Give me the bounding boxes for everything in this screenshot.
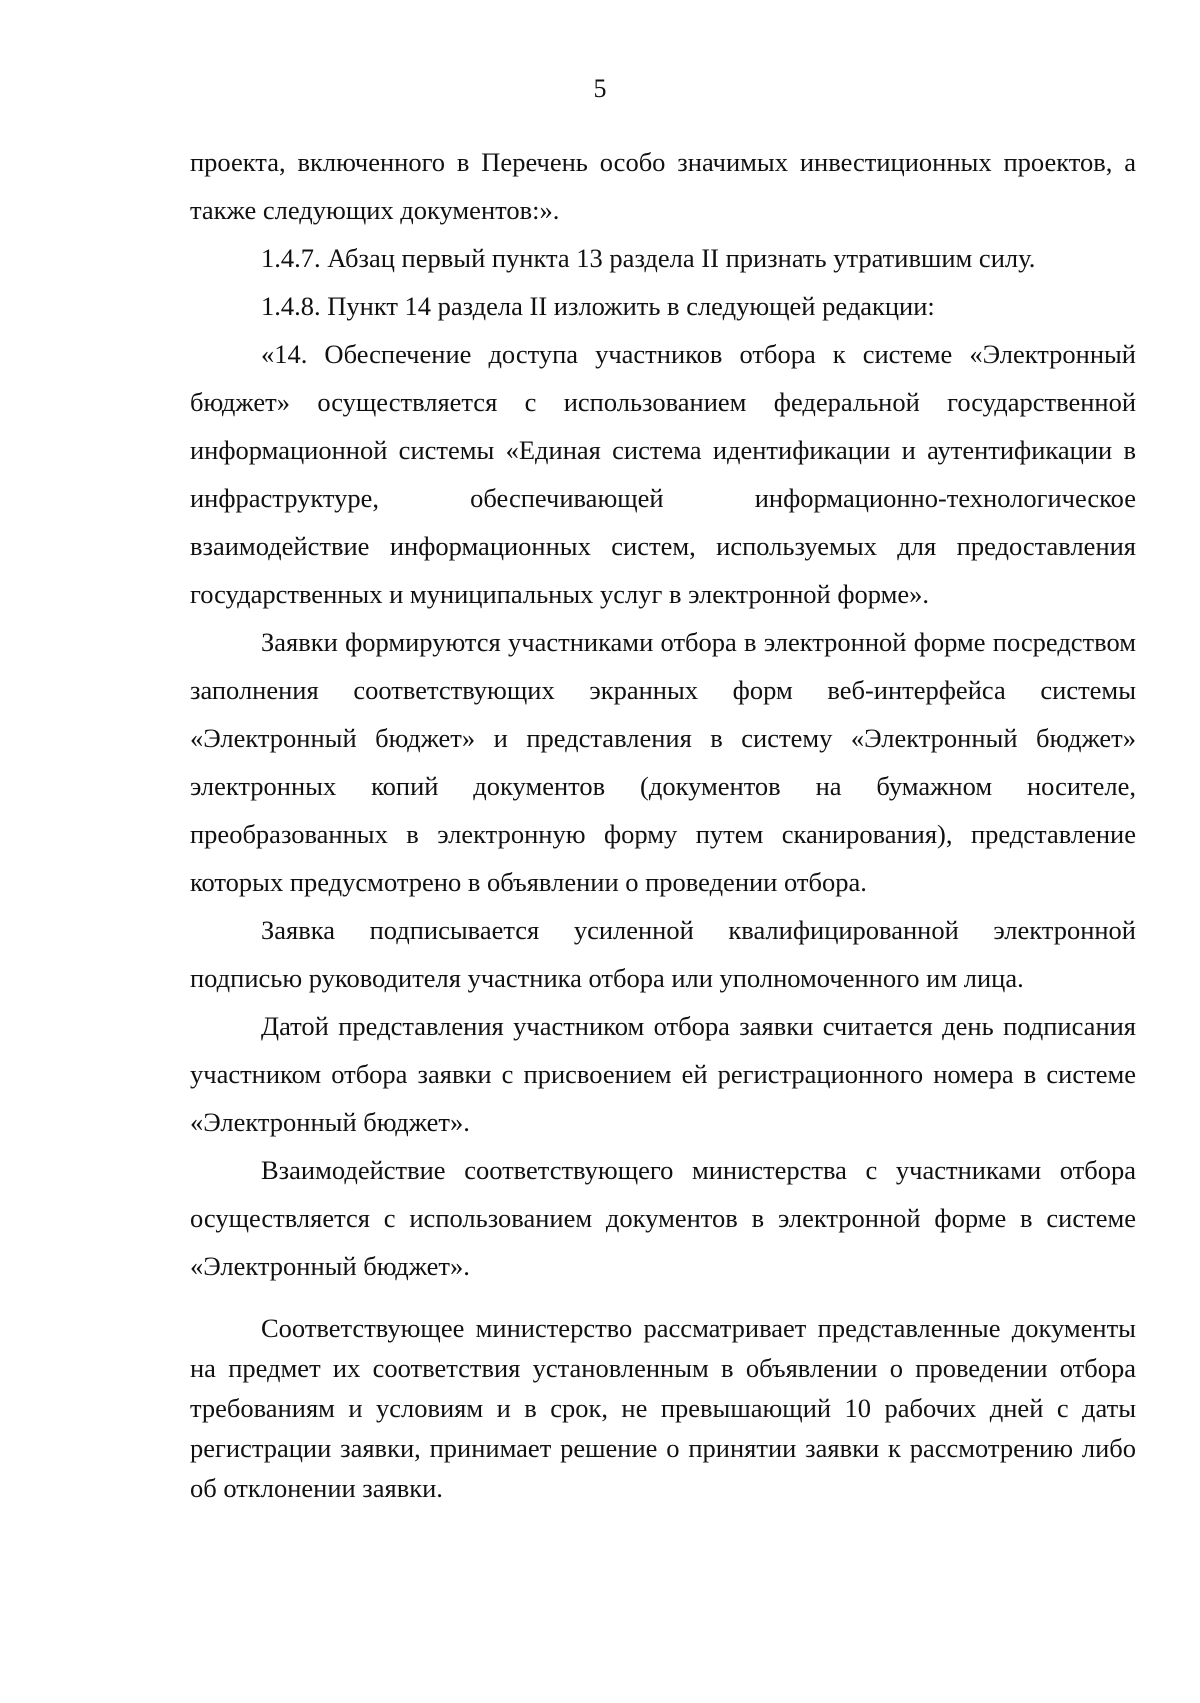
paragraph-5: Заявки формируются участниками отбора в электронной форме посредством заполнения соответствующих экранных форм веб-интерфейса системы «Электронный бюджет» и представления в систему «Электронный бюджет» электронных копий документов (документов на бумажном носителе, преобразованных в электронную форму путем сканирования), представление которых предусмотрено в объявлении о проведении отбора. (190, 627, 1136, 897)
document-text-lower (190, 1308, 1136, 1508)
paragraph-1: проекта, включенного в Перечень особо значимых инвестиционных проектов, а также следующих документов:». (190, 147, 1136, 225)
paragraph-3: 1.4.8. Пункт 14 раздела II изложить в следующей редакции: (261, 291, 935, 321)
paragraph-2: 1.4.7. Абзац первый пункта 13 раздела II признать утратившим силу. (261, 243, 1036, 273)
paragraph-6: Заявка подписывается усиленной квалифицированной электронной подписью руководителя участника отбора или уполномоченного им лица. (190, 915, 1136, 993)
paragraph-7: Датой представления участником отбора заявки считается день подписания участником отбора заявки с присвоением ей регистрационного номера в системе «Электронный бюджет». (190, 1011, 1136, 1137)
paragraph-4: «14. Обеспечение доступа участников отбора к системе «Электронный бюджет» осуществляется с использованием федеральной государственной информационной системы «Единая система идентификации и аутентификации в инфраструктуре, обеспечивающей информационно-технологическое взаимодействие информационных систем, используемых для предоставления государственных и муниципальных услуг в электронной форме». (190, 339, 1136, 609)
document-body (190, 138, 1136, 1508)
page-number: 5 (593, 74, 607, 103)
document-text-upper (190, 138, 1136, 1290)
paragraph-8: Взаимодействие соответствующего министерства с участниками отбора осуществляется с использованием документов в электронной форме в системе «Электронный бюджет». (190, 1155, 1136, 1281)
paragraph-9: Соответствующее министерство рассматривает представленные документы на предмет их соответствия установленным в объявлении о проведении отбора требованиям и условиям и в срок, не превышающий 10 рабочих дней с даты регистрации заявки, принимает решение о принятии заявки к рассмотрению либо об отклонении заявки. (190, 1313, 1136, 1503)
